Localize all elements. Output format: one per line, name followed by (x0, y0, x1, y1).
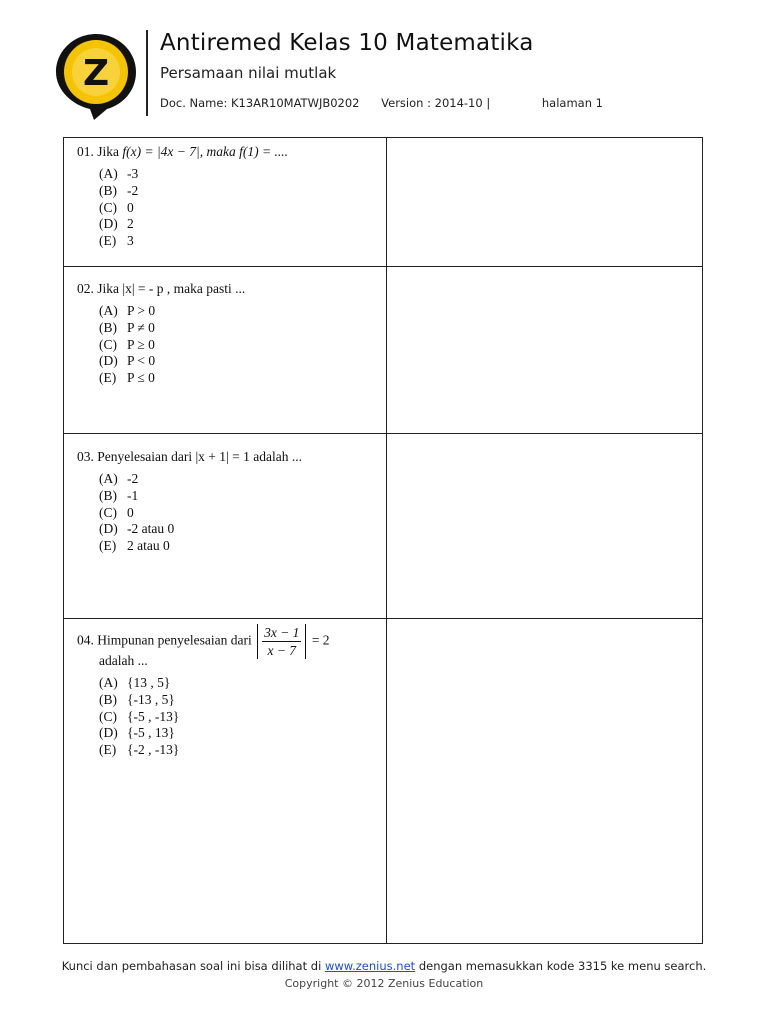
doc-meta (160, 96, 603, 110)
question-3 (77, 449, 302, 555)
zenius-logo (52, 30, 140, 122)
option-b: (B) {-13 , 5} (99, 691, 175, 707)
option-c: (C) P ≥ 0 (99, 336, 155, 352)
fraction-numerator: 3x − 1 (264, 625, 300, 640)
copyright: Copyright © 2012 Zenius Education (284, 977, 484, 990)
zenius-link[interactable]: www.zenius.net (324, 959, 416, 973)
option-e: (E) P ≤ 0 (99, 370, 155, 386)
option-a: (A) P > 0 (99, 303, 156, 318)
footer-text-before: Kunci dan pembahasan soal ini bisa dilihat di (61, 959, 322, 973)
fraction-denominator: x − 7 (267, 643, 297, 658)
question-1-math: f(x) = |4x − 7|, maka f(1) = .... (122, 144, 288, 159)
option-a: (A) {13 , 5} (99, 675, 171, 690)
question-4-number: 04. (77, 632, 94, 648)
question-row-4 (64, 618, 702, 942)
question-4 (77, 624, 330, 759)
logo-letter: Z (82, 53, 110, 94)
doc-version: Version : 2014-10 | (381, 96, 491, 110)
option-e: (E) 2 atau 0 (99, 538, 170, 554)
option-a: (A) -3 (99, 166, 139, 181)
question-row-1 (64, 138, 702, 267)
page-title: Antiremed Kelas 10 Matematika (160, 30, 534, 56)
question-3-number: 03. (77, 449, 94, 464)
option-c: (C) 0 (99, 199, 134, 215)
footer-text-after: dengan memasukkan kode 3315 ke menu search. (418, 959, 707, 973)
option-c: (C) 0 (99, 504, 134, 520)
question-1-options (99, 166, 288, 250)
question-grid (63, 137, 703, 944)
option-b: (B) -2 (99, 182, 139, 198)
header-divider (146, 30, 148, 116)
question-4-rhs: = 2 (311, 632, 330, 648)
option-d: (D) {-5 , 13} (99, 725, 175, 741)
option-c: (C) {-5 , -13} (99, 708, 180, 724)
question-3-text: Penyelesaian dari |x + 1| = 1 adalah ... (97, 449, 302, 464)
footer-note (0, 959, 768, 973)
question-row-3 (64, 433, 702, 619)
option-b: (B) -1 (99, 487, 139, 503)
question-4-tail: adalah ... (99, 653, 148, 668)
option-d: (D) -2 atau 0 (99, 521, 175, 537)
question-1-lead: Jika (97, 144, 119, 159)
question-2-number: 02. (77, 281, 94, 296)
question-4-fraction (257, 624, 306, 659)
option-b: (B) P ≠ 0 (99, 319, 155, 335)
page-subtitle: Persamaan nilai mutlak (160, 64, 337, 82)
option-d: (D) P < 0 (99, 353, 156, 369)
question-2-options (99, 303, 245, 387)
option-e: (E) 3 (99, 233, 134, 249)
question-row-2 (64, 266, 702, 434)
question-1 (77, 144, 288, 250)
question-2 (77, 281, 245, 387)
question-3-options (99, 471, 302, 555)
page-number: halaman 1 (541, 96, 603, 110)
question-4-options (99, 675, 330, 759)
doc-name: Doc. Name: K13AR10MATWJB0202 (160, 96, 360, 110)
option-d: (D) 2 (99, 216, 134, 232)
option-e: (E) {-2 , -13} (99, 742, 180, 758)
option-a: (A) -2 (99, 471, 139, 486)
question-4-lead: Himpunan penyelesaian dari (97, 632, 252, 648)
question-2-text: Jika |x| = - p , maka pasti ... (97, 281, 246, 296)
question-1-number: 01. (77, 144, 94, 159)
